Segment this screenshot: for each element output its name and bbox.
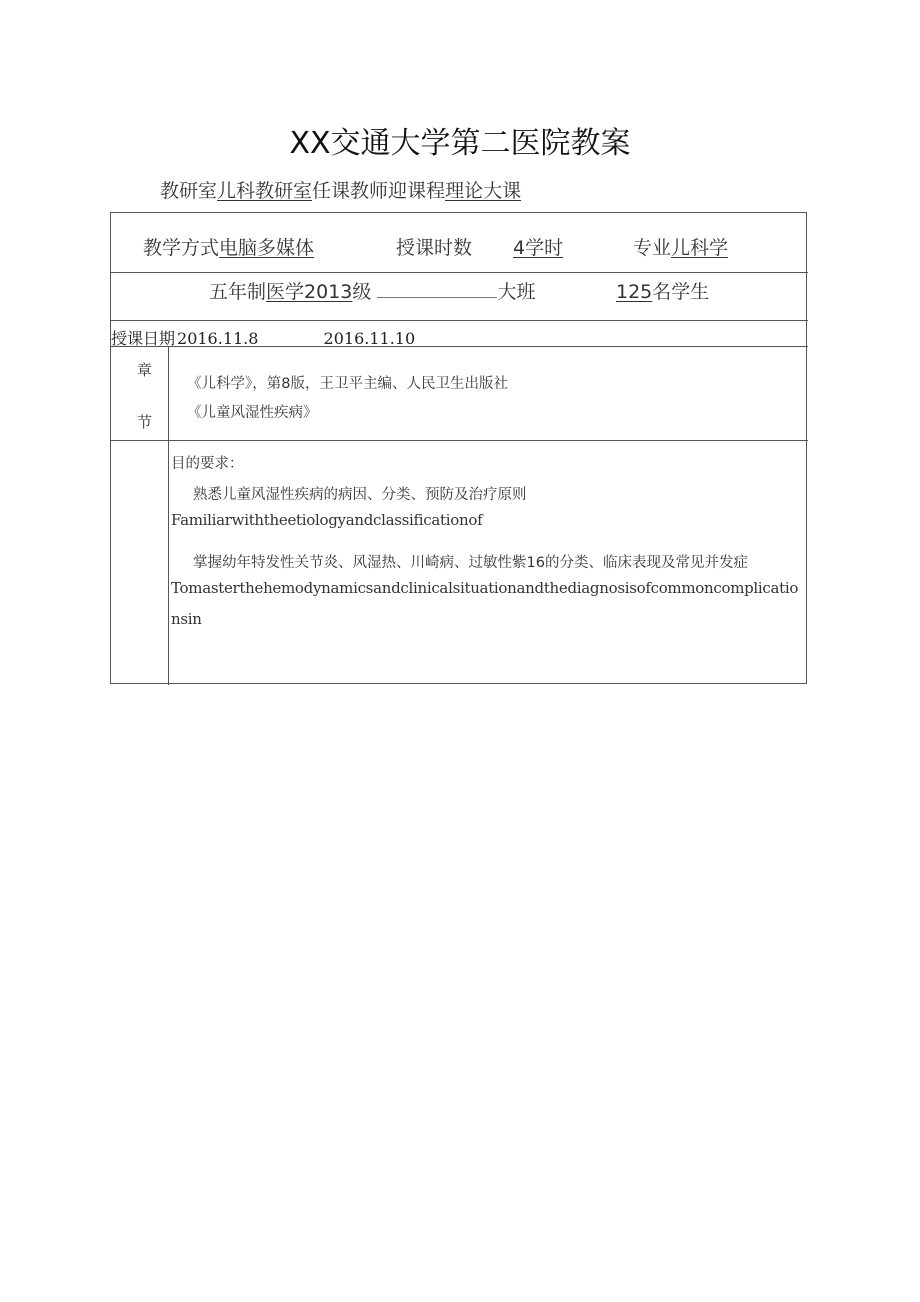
- objective-2-en-line2: nsin: [171, 610, 202, 628]
- objective-2-cn: 掌握幼年特发性关节炎、风湿热、川崎病、过敏性紫16的分类、临床表现及常见并发症: [193, 555, 748, 571]
- teaching-hours-value: [513, 233, 563, 260]
- dept-label: 教研室: [160, 180, 218, 202]
- method-value: 电脑多媒体: [219, 237, 315, 259]
- course-header-line: [160, 176, 521, 203]
- textbook-reference: 《儿科学》，第8版，王卫平主编、人民卫生出版社: [187, 376, 508, 392]
- chapter-label-top: 章: [137, 361, 153, 379]
- hours-value: 4学时: [513, 237, 564, 259]
- student-count: [616, 277, 709, 304]
- major-label: 专业: [633, 237, 672, 259]
- date-1: 2016.11.8: [177, 329, 259, 348]
- objectives-heading: 目的要求：: [171, 456, 244, 472]
- teacher-label: 任课教师: [312, 180, 389, 202]
- blank-field: [377, 282, 497, 298]
- dates-label: 授课日期: [111, 329, 176, 348]
- chapter-label-bottom: 节: [137, 413, 153, 431]
- class-label: 大班: [497, 281, 536, 303]
- page-title: XX交通大学第二医院教案: [289, 126, 631, 161]
- program-prefix: 五年制: [209, 281, 267, 303]
- major: [633, 233, 728, 260]
- grade-label: 级: [352, 281, 372, 303]
- teacher-value: 迎: [388, 180, 408, 202]
- course-label: 课程: [407, 180, 446, 202]
- students-label: 名学生: [652, 281, 710, 303]
- students-value: 125: [616, 281, 653, 303]
- dept-value: 儿科教研室: [217, 180, 313, 202]
- chapter-section: 《儿童风湿性疾病》: [187, 405, 318, 421]
- teaching-hours-label: 授课时数: [396, 237, 473, 259]
- objective-2-en-line1: Tomasterthehemodynamicsandclinicalsituationandthediagnosisofcommoncomplicatio: [171, 579, 799, 597]
- date-2: 2016.11.10: [323, 329, 416, 348]
- column-divider: [168, 346, 169, 685]
- course-value: 理论大课: [445, 180, 522, 202]
- teaching-method: [143, 233, 314, 260]
- row-divider: [111, 440, 808, 441]
- program-value: 医学2013: [266, 281, 353, 303]
- program-grade: [209, 277, 535, 304]
- row-divider: [111, 272, 808, 273]
- objective-1-en: Familiarwiththeetiologyandclassificationof: [171, 511, 483, 529]
- objective-1-cn: 熟悉儿童风湿性疾病的病因、分类、预防及治疗原则: [193, 487, 527, 503]
- teaching-dates: [111, 326, 415, 349]
- method-label: 教学方式: [143, 237, 220, 259]
- major-value: 儿科学: [671, 237, 729, 259]
- lesson-plan-table: [110, 212, 807, 684]
- row-divider: [111, 320, 808, 321]
